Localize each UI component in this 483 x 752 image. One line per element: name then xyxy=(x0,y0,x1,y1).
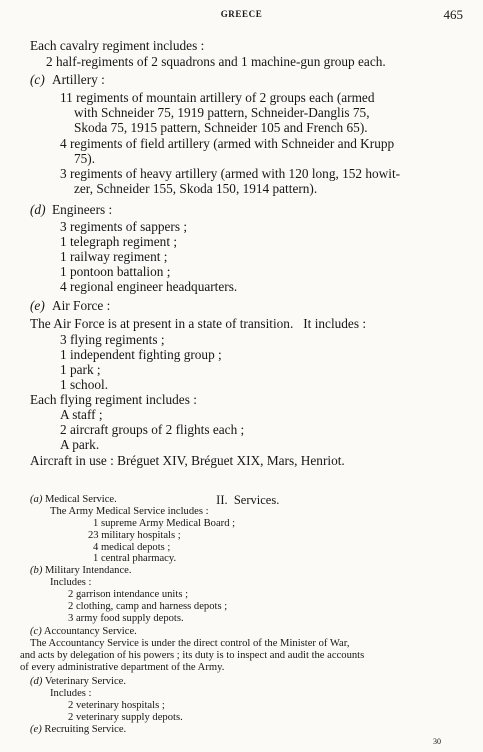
recruiting-title: Recruiting Service. xyxy=(44,724,127,735)
veterinary-label: (d) xyxy=(30,676,43,687)
artillery-line-1: 11 regiments of mountain artillery of 2 groups each (armed xyxy=(60,90,375,105)
air-force-item-4: 1 school. xyxy=(60,377,109,392)
air-force-title: Air Force : xyxy=(52,298,111,313)
flying-regiment-item-2: 2 aircraft groups of 2 flights each ; xyxy=(60,422,245,437)
cavalry-item: 2 half-regiments of 2 squadrons and 1 machine-gun group each. xyxy=(46,54,386,69)
intendance-label: (b) xyxy=(30,565,43,576)
intendance-item-1: 2 garrison intendance units ; xyxy=(68,589,189,600)
medical-label: (a) xyxy=(30,494,43,505)
engineers-heading xyxy=(30,202,112,218)
veterinary-intro: Includes : xyxy=(50,688,92,699)
services-title-text: II. Services. xyxy=(216,493,280,507)
artillery-line-2: with Schneider 75, 1919 pattern, Schneider-Danglis 75, xyxy=(74,105,370,120)
artillery-heading xyxy=(30,72,105,88)
running-head-title: GREECE xyxy=(220,9,263,19)
artillery-line-7: zer, Schneider 155, Skoda 150, 1914 pattern). xyxy=(74,181,318,196)
page-number: 465 xyxy=(443,7,463,22)
medical-intro: The Army Medical Service includes : xyxy=(50,506,209,517)
recruiting-label: (e) xyxy=(30,724,42,735)
artillery-line-4: 4 regiments of field artillery (armed with Schneider and Krupp xyxy=(60,136,395,151)
medical-item-3: 4 medical depots ; xyxy=(93,542,171,553)
veterinary-item-2: 2 veterinary supply depots. xyxy=(68,712,183,723)
veterinary-title: Veterinary Service. xyxy=(44,676,127,687)
intendance-item-3: 3 army food supply depots. xyxy=(68,613,184,624)
engineers-item-2: 1 telegraph regiment ; xyxy=(60,234,178,249)
accountancy-line-2: and acts by delegation of his powers ; its duty is to inspect and audit the accounts xyxy=(20,650,365,661)
veterinary-item-1: 2 veterinary hospitals ; xyxy=(68,700,165,711)
accountancy-line-3: of every administrative department of the Army. xyxy=(20,662,225,673)
medical-title: Medical Service. xyxy=(45,494,117,505)
veterinary-heading xyxy=(30,676,126,688)
accountancy-line-1: The Accountancy Service is under the direct control of the Minister of War, xyxy=(30,638,350,649)
engineers-item-5: 4 regional engineer headquarters. xyxy=(60,279,238,294)
running-head xyxy=(0,9,483,25)
artillery-line-3: Skoda 75, 1915 pattern, Schneider 105 and French 65). xyxy=(74,120,368,135)
accountancy-title: Accountancy Service. xyxy=(43,626,137,637)
artillery-line-6: 3 regiments of heavy artillery (armed with 120 long, 152 howit- xyxy=(60,166,401,181)
flying-regiment-item-3: A park. xyxy=(60,437,100,452)
air-force-intro: The Air Force is at present in a state of transition. It includes : xyxy=(30,316,367,331)
artillery-line-5: 75). xyxy=(74,151,96,166)
medical-item-1: 1 supreme Army Medical Board ; xyxy=(93,518,236,529)
aircraft-in-use: Aircraft in use : Bréguet XIV, Bréguet XIX, Mars, Henriot. xyxy=(30,453,345,468)
medical-item-4: 1 central pharmacy. xyxy=(93,553,177,564)
flying-regiment-intro: Each flying regiment includes : xyxy=(30,392,197,407)
flying-regiment-item-1: A staff ; xyxy=(60,407,103,422)
accountancy-label: (c) xyxy=(30,626,42,637)
air-force-heading xyxy=(30,298,110,314)
intendance-intro: Includes : xyxy=(50,577,92,588)
engineers-item-4: 1 pontoon battalion ; xyxy=(60,264,171,279)
medical-heading xyxy=(30,494,117,506)
accountancy-heading xyxy=(30,626,137,638)
engineers-item-1: 3 regiments of sappers ; xyxy=(60,219,188,234)
air-force-item-1: 3 flying regiments ; xyxy=(60,332,165,347)
air-force-item-2: 1 independent fighting group ; xyxy=(60,347,222,362)
cavalry-intro: Each cavalry regiment includes : xyxy=(30,38,205,53)
recruiting-heading xyxy=(30,724,126,736)
engineers-label: (d) xyxy=(30,202,46,217)
artillery-title: Artillery : xyxy=(52,72,105,87)
intendance-title: Military Intendance. xyxy=(45,565,132,576)
intendance-heading xyxy=(30,565,132,577)
air-force-item-3: 1 park ; xyxy=(60,362,101,377)
medical-item-2: 23 military hospitals ; xyxy=(88,530,181,541)
engineers-item-3: 1 railway regiment ; xyxy=(60,249,168,264)
artillery-label: (c) xyxy=(30,72,45,87)
air-force-label: (e) xyxy=(30,298,45,313)
intendance-item-2: 2 clothing, camp and harness depots ; xyxy=(68,601,228,612)
engineers-title: Engineers : xyxy=(52,202,113,217)
signature-mark: 30 xyxy=(433,737,441,746)
